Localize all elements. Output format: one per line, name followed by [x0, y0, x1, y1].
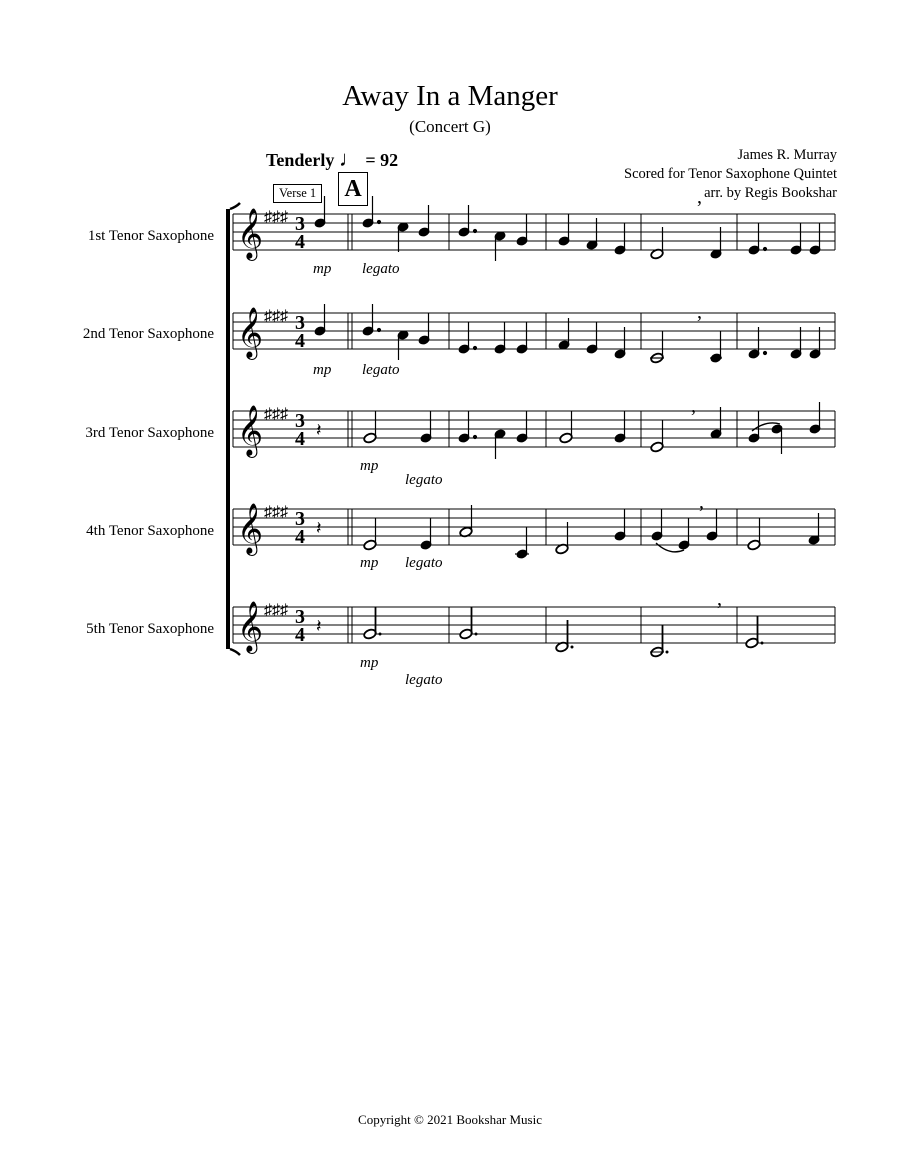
svg-text:4: 4: [295, 428, 305, 450]
quarter-note-icon: ♩: [338, 146, 361, 171]
expression-mark: legato: [405, 672, 443, 688]
treble-clef-icon: 𝄞: [237, 406, 264, 455]
expression-mark: legato: [405, 555, 443, 571]
dynamic-mark: mp: [360, 458, 379, 474]
svg-text:3: 3: [295, 508, 305, 530]
expression-mark: legato: [405, 472, 443, 488]
key-signature-sharps: ♯♯♯: [264, 308, 288, 325]
breath-mark: ,: [717, 588, 722, 610]
dynamic-mark: mp: [360, 555, 379, 571]
quarter-rest-icon: 𝄽: [316, 420, 322, 440]
breath-mark: ,: [699, 491, 704, 513]
svg-text:3: 3: [295, 410, 305, 432]
staff-4: [233, 491, 835, 571]
tempo-word: Tenderly: [266, 150, 335, 170]
key-signature-sharps: ♯♯♯: [264, 504, 288, 521]
staff-5: [233, 588, 835, 688]
tempo-value: = 92: [365, 150, 399, 170]
key-signature-sharps: ♯♯♯: [264, 406, 288, 423]
expression-mark: legato: [362, 362, 400, 378]
score-title: Away In a Manger: [342, 80, 558, 112]
quarter-rest-icon: 𝄽: [316, 616, 322, 636]
treble-clef-icon: 𝄞: [237, 308, 264, 357]
key-signature-sharps: ♯♯♯: [264, 209, 288, 226]
svg-text:4: 4: [295, 231, 305, 253]
svg-text:3: 3: [295, 606, 305, 628]
copyright-notice: Copyright © 2021 Bookshar Music: [358, 1112, 542, 1127]
verse-label: Verse 1: [273, 184, 322, 203]
svg-text:4: 4: [295, 526, 305, 548]
treble-clef-icon: 𝄞: [237, 504, 264, 553]
breath-mark: ,: [691, 395, 696, 417]
staff-1: [233, 186, 835, 277]
staff-name-3: 3rd Tenor Saxophone: [85, 425, 214, 441]
treble-clef-icon: 𝄞: [237, 602, 264, 651]
staff-name-4: 4th Tenor Saxophone: [86, 523, 214, 539]
dynamic-mark: mp: [313, 261, 332, 277]
breath-mark: ,: [697, 301, 702, 323]
staff-2: [233, 301, 835, 378]
dynamic-mark: mp: [313, 362, 332, 378]
dynamic-mark: mp: [360, 655, 379, 671]
rehearsal-mark: A: [338, 172, 368, 206]
breath-mark: ,: [697, 186, 702, 208]
scoring-credit: Scored for Tenor Saxophone Quintet: [624, 166, 837, 182]
composer-credit: James R. Murray: [737, 147, 837, 163]
staff-name-2: 2nd Tenor Saxophone: [82, 326, 214, 342]
staff-name-1: 1st Tenor Saxophone: [87, 228, 214, 244]
svg-text:3: 3: [295, 213, 305, 235]
score-subtitle: (Concert G): [409, 117, 491, 136]
svg-text:4: 4: [295, 624, 305, 646]
treble-clef-icon: 𝄞: [237, 209, 264, 258]
svg-text:4: 4: [295, 330, 305, 352]
staff-name-5: 5th Tenor Saxophone: [86, 621, 214, 637]
staff-3: [233, 395, 835, 488]
svg-text:3: 3: [295, 312, 305, 334]
arranger-credit: arr. by Regis Bookshar: [704, 185, 837, 201]
quarter-rest-icon: 𝄽: [316, 518, 322, 538]
key-signature-sharps: ♯♯♯: [264, 602, 288, 619]
expression-mark: legato: [362, 261, 400, 277]
